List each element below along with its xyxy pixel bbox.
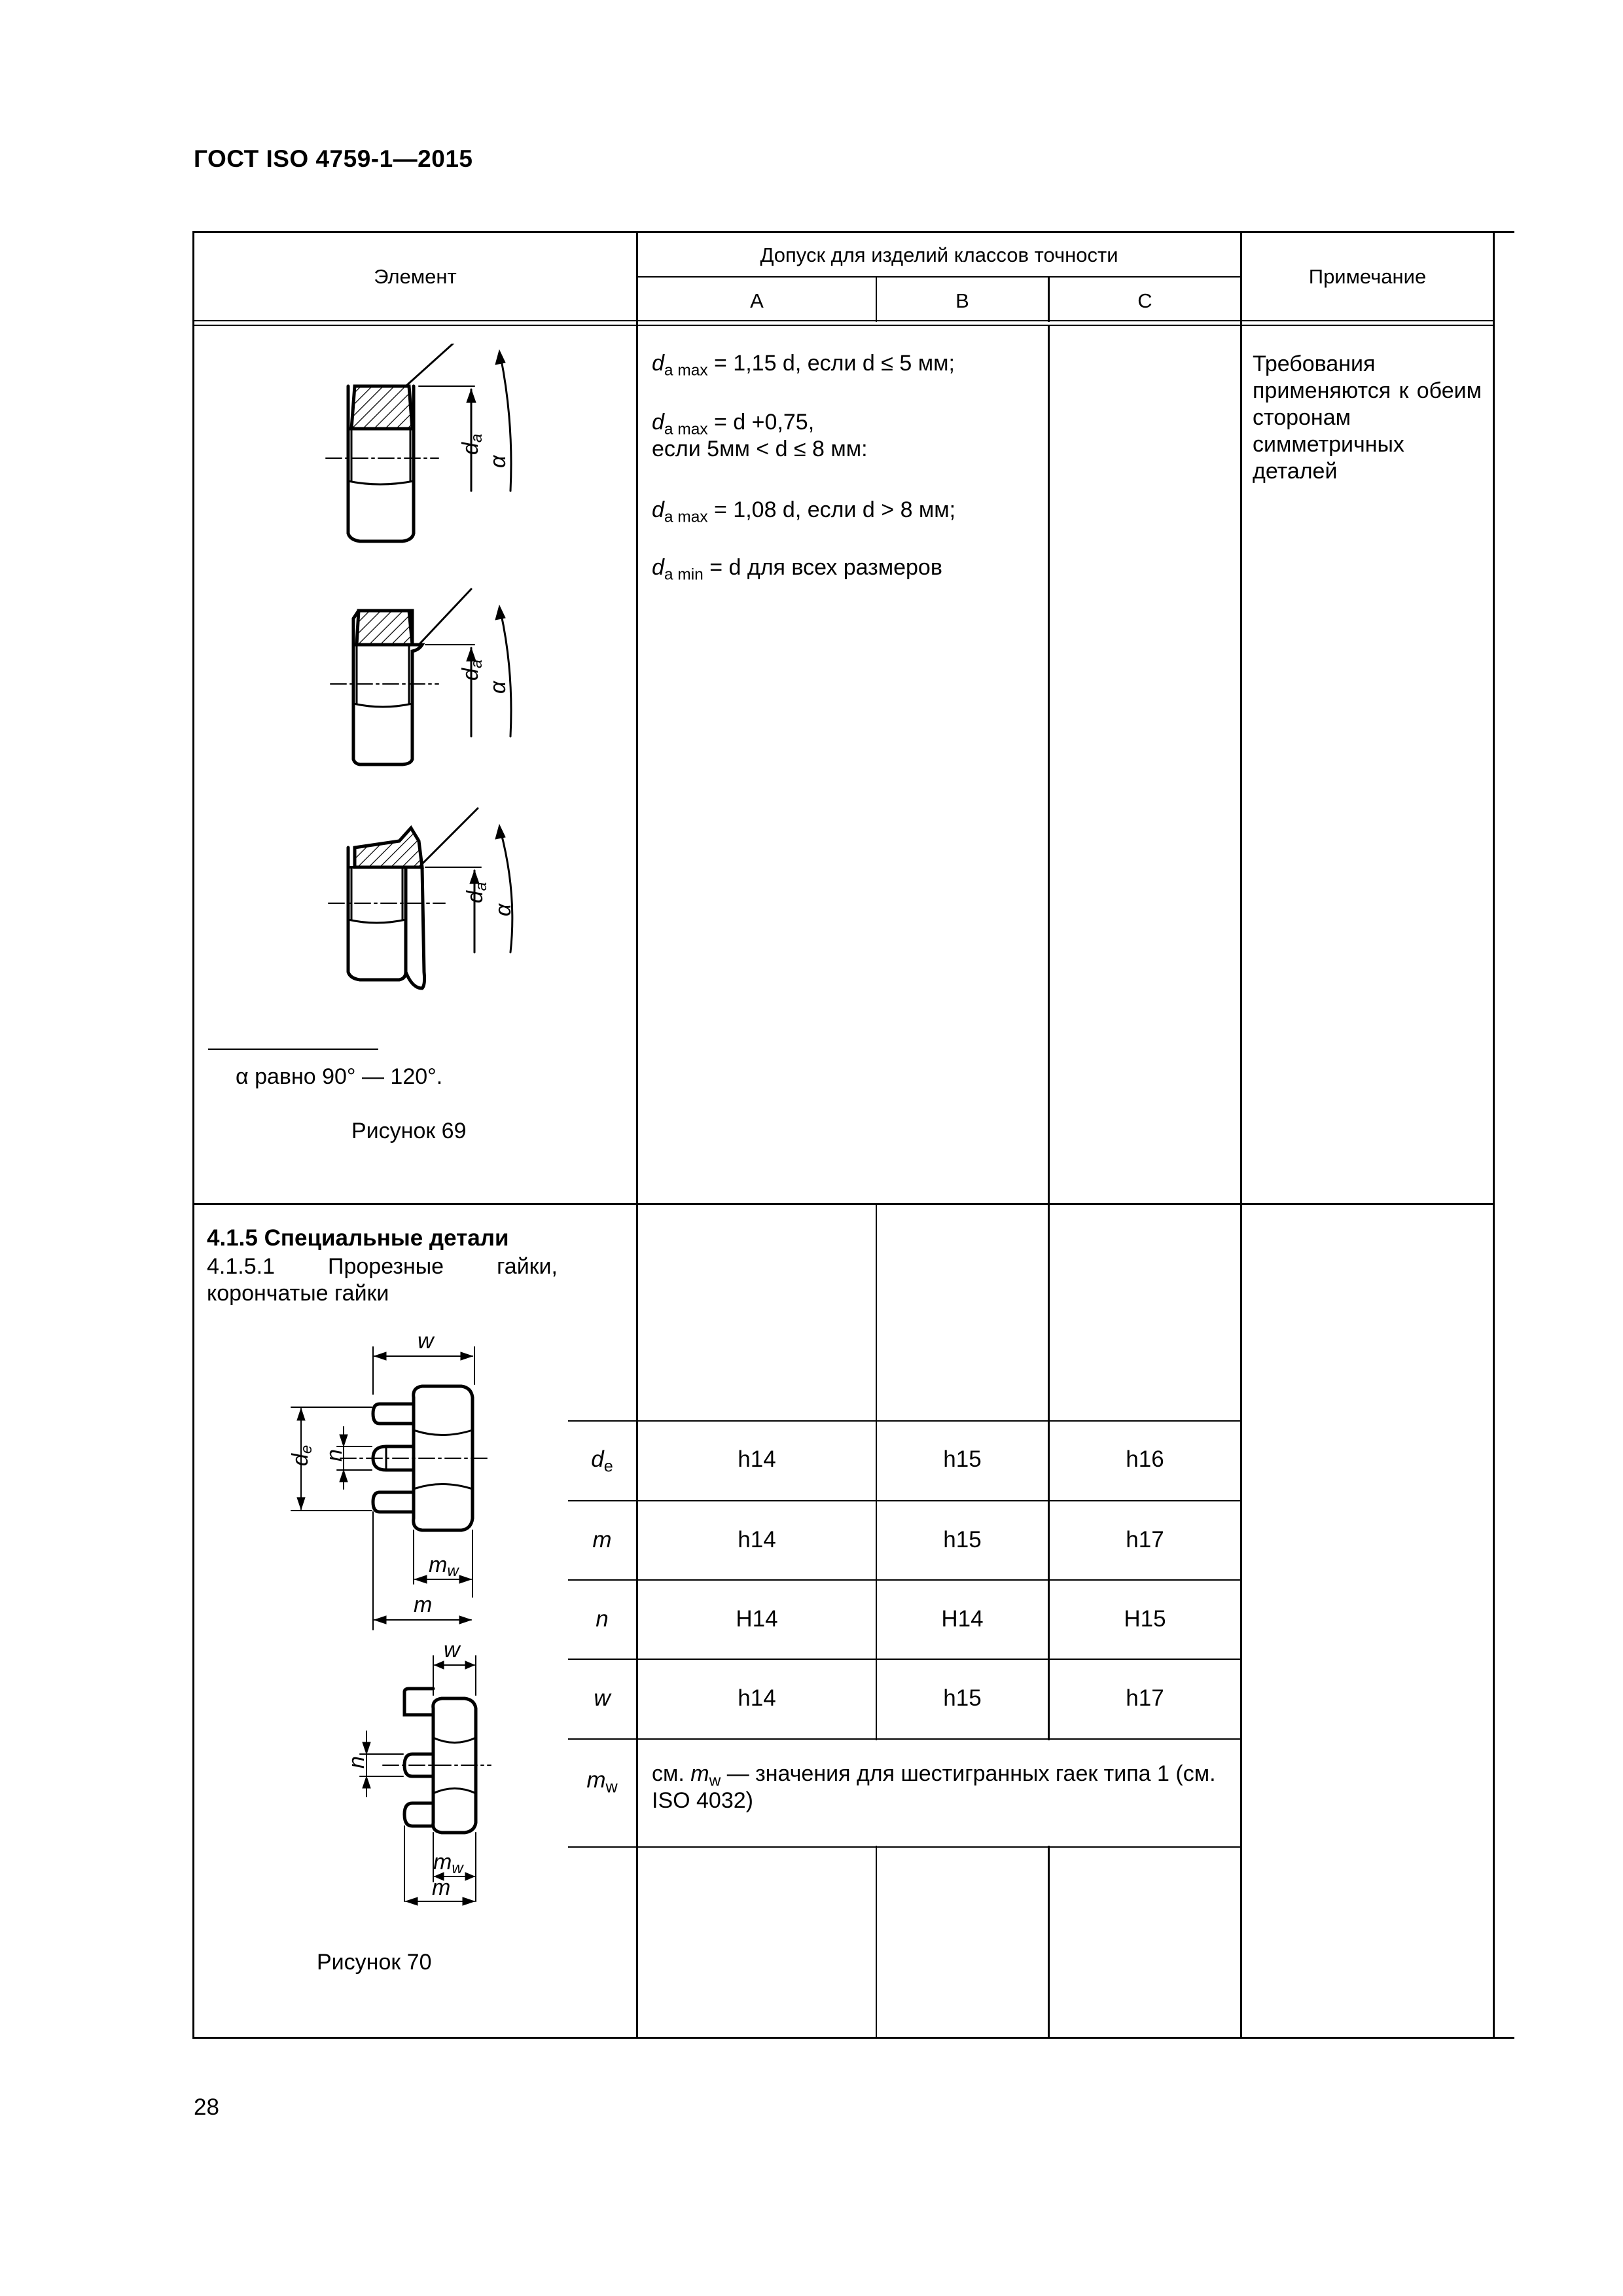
value-n-b: H14: [941, 1606, 984, 1632]
param-w-label: w: [594, 1685, 611, 1711]
figure-70-caption: Рисунок 70: [317, 1950, 432, 1975]
svg-text:da: da: [463, 882, 490, 903]
formula-da-max-3: $d_{a max} = 1,08$ d, если d > 8 мм;: [652, 497, 956, 526]
svg-text:n: n: [322, 1449, 347, 1462]
footnote-rule: [208, 1049, 378, 1050]
header-element: Элемент: [374, 265, 457, 288]
value-n-c: H15: [1124, 1606, 1166, 1632]
value-w-c: h17: [1126, 1685, 1164, 1711]
value-de-b: h15: [943, 1446, 982, 1472]
svg-text:w: w: [444, 1638, 460, 1662]
note-requirements: Требования применяются к обеим сторонам симметричных деталей: [1253, 351, 1482, 484]
svg-text:da: da: [458, 659, 486, 681]
svg-text:de: de: [288, 1444, 315, 1466]
param-de-label: $d_e$: [591, 1446, 613, 1476]
value-m-c: h17: [1126, 1527, 1164, 1552]
svg-text:α: α: [486, 681, 510, 694]
svg-text:mw: mw: [433, 1850, 463, 1877]
formula-da-min: $d_{a min} = d$ для всех размеров: [652, 555, 942, 584]
value-de-a: h14: [738, 1446, 776, 1472]
svg-text:α: α: [491, 903, 516, 916]
document-title: ГОСТ ISO 4759-1—2015: [194, 145, 473, 172]
svg-text:m: m: [432, 1875, 451, 1900]
header-tolerance: Допуск для изделий классов точности: [760, 243, 1118, 266]
param-m-label: m: [592, 1527, 612, 1552]
header-class-c: C: [1137, 289, 1152, 312]
svg-text:m: m: [414, 1592, 433, 1617]
value-de-c: h16: [1126, 1446, 1164, 1472]
param-n-label: n: [596, 1606, 609, 1632]
value-mw-text: см. $m_w$ — значения для шестигранных гаек типа 1 (см. ISO 4032): [652, 1761, 1216, 1813]
svg-text:w: w: [418, 1329, 434, 1354]
header-class-a: A: [750, 289, 764, 312]
formula-da-max-2: $d_{a max} = d +0,75$, если 5мм < d ≤ 8 мм:: [652, 410, 868, 461]
section-title: 4.1.5 Специальные детали: [207, 1225, 509, 1251]
page-number: 28: [194, 2094, 219, 2120]
svg-text:mw: mw: [429, 1552, 459, 1580]
figure-70-drawing: [262, 1322, 537, 1931]
param-mw-label: $m_w$: [586, 1767, 618, 1797]
value-w-b: h15: [943, 1685, 982, 1711]
header-class-b: B: [955, 289, 969, 312]
value-n-a: H14: [736, 1606, 778, 1632]
header-note: Примечание: [1308, 265, 1427, 288]
value-m-a: h14: [738, 1527, 776, 1552]
value-w-a: h14: [738, 1685, 776, 1711]
value-m-b: h15: [943, 1527, 982, 1552]
svg-text:da: da: [458, 433, 486, 455]
figure-69-caption: Рисунок 69: [351, 1119, 467, 1143]
svg-text:α: α: [486, 455, 510, 468]
svg-text:n: n: [344, 1756, 369, 1768]
figure-69-drawing: [314, 344, 530, 1005]
footnote-alpha: α равно 90° — 120°.: [236, 1064, 443, 1089]
formula-da-max-1: $d_{a max} = 1,15$ d, если d ≤ 5 мм;: [652, 351, 955, 380]
subsection-title: 4.1.5.1 Прорезные гайки, корончатые гайки: [207, 1254, 558, 1306]
